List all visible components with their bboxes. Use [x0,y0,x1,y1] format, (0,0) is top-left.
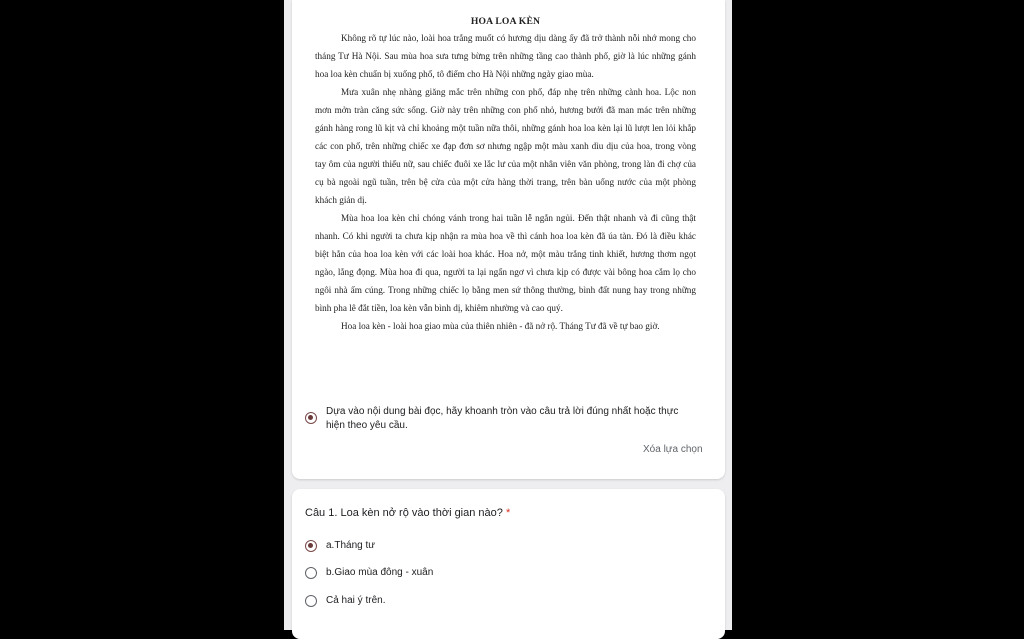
option-label-c[interactable]: Cả hai ý trên. [326,595,386,606]
required-mark: * [505,507,511,519]
passage-paragraph: Mưa xuân nhẹ nhàng giăng mắc trên những con phố, đáp nhẹ trên những cành hoa. Lộc non mơn mởn tràn căng sức sống. Giờ này trên những con phố nhỏ, hương bưởi đã man mác trên những gánh hàng rong lũ kịt và chỉ khoảng một tuần nữa thôi, những gánh hoa loa kèn lại lũ lượt len lỏi khắp các con phố, trên những chiếc xe đạp đơn sơ nhưng ngập một màu xanh dìu dịu của hoa, trong vòng tay ôm của người thiếu nữ, sau chiếc đuôi xe lắc lư của một nhân viên văn phòng, trong làn đi chợ của cụ bà ngoài ngũ tuần, trên bệ cửa của một cửa hàng thời trang, trên bàn uống nước của một phòng khách giản dị. [315,87,696,205]
question-title [305,507,510,519]
option-label-b[interactable]: b.Giao mùa đông - xuân [326,567,434,578]
passage-paragraph: Hoa loa kèn - loài hoa giao mùa của thiên nhiên - đã nở rộ. Tháng Tư đã về tự bao giờ. [341,321,660,331]
passage-title: HOA LOA KÈN [470,16,541,27]
option-radio-c[interactable] [305,595,317,607]
clear-selection-button[interactable]: Xóa lựa chọn [643,444,703,455]
option-label-a[interactable]: a.Tháng tư [326,540,375,551]
option-radio-b[interactable] [305,567,317,579]
option-radio-a[interactable] [305,540,317,552]
instruction-radio[interactable] [305,412,317,424]
passage-paragraph: Mùa hoa loa kèn chỉ chóng vánh trong hai tuần lễ ngắn ngủi. Đến thật nhanh và đi cũng thật nhanh. Có khi người ta chưa kịp nhận ra mùa hoa về thì cánh hoa loa kèn đã úa tàn. Đó là điều khác biệt hẳn của hoa loa kèn với các loài hoa khác. Hoa nở, một màu trắng tinh khiết, hương thơm ngọt ngào, lắng đọng. Mùa hoa đi qua, người ta lại ngẩn ngơ vì chưa kịp có được vài bông hoa cắm lọ cho ngôi nhà ấm cúng. Trong những chiếc lọ bằng men sứ thông thường, bình đất nung hay trong những bình pha lê đắt tiền, loa kèn vẫn bình dị, khiêm nhường và cao quý. [315,213,696,313]
reading-passage [315,14,696,335]
instruction-text: Dựa vào nội dung bài đọc, hãy khoanh tròn vào câu trả lời đúng nhất hoặc thực hiện theo yêu cầu. [326,406,679,431]
question-title-text: Câu 1. Loa kèn nở rộ vào thời gian nào? [305,507,503,519]
passage-paragraph: Không rõ tự lúc nào, loài hoa trắng muốt có hương dịu dàng ấy đã trở thành nỗi nhớ mong cho tháng Tư Hà Nội. Sau mùa hoa sưa tưng bừng trên những tầng cao thành phố, giờ là lúc những gánh hoa loa kèn chuẩn bị xuống phố, tô điểm cho Hà Nội những ngày giao mùa. [315,33,696,79]
